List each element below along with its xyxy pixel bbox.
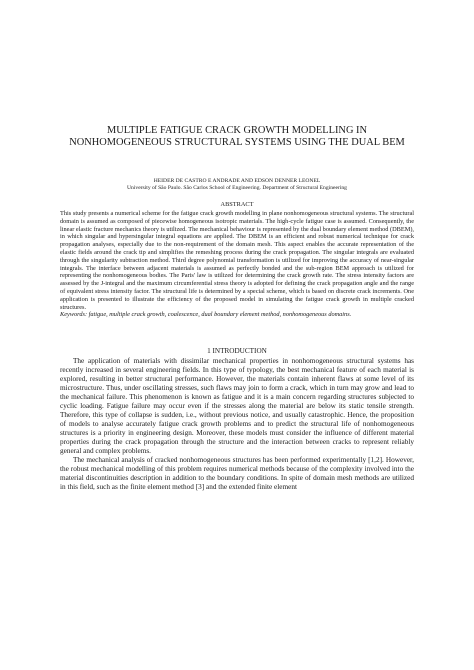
body-paragraph: The mechanical analysis of cracked nonhomogeneous structures has been performed experimentally [1,2]. However, the robust mechanical modelling of this problem requires numerical methods because of the complexity involved into the material discontinuities description in addition to the boundary conditions. In spite of domain mesh methods are utilized in this field, such as the finite element method [3] and the extended finite element <box>60 456 414 491</box>
introduction-body <box>60 357 414 492</box>
paper-title: MULTIPLE FATIGUE CRACK GROWTH MODELLING IN NONHOMOGENEOUS STRUCTURAL SYSTEMS USING THE DUAL BEM <box>69 125 405 148</box>
abstract <box>60 210 414 319</box>
section-heading-introduction: 1 INTRODUCTION <box>207 347 267 355</box>
abstract-heading: ABSTRACT <box>220 201 254 208</box>
affiliation: University of São Paulo. São Carlos School of Engineering. Department of Structural Engineering <box>127 184 347 191</box>
abstract-text: This study presents a numerical scheme for the fatigue crack growth modelling in plane nonhomogeneous structural systems. The structural domain is assumed as composed of piecewise homogeneous isotropic materials. The high-cycle fatigue case is assumed. Consequently, the linear elastic fracture mechanics theory is utilized. The mechanical behaviour is represented by the dual boundary element method (DBEM), in which singular and hypersingular integral equations are applied. The DBEM is an efficient and robust numerical technique for crack propagation analyses, especially due to the non-requirement of the domain mesh. This aspect enables the accurate representation of the elastic fields around the crack tip and simplifies the remeshing process during the crack propagation. The singular integrals are evaluated through the singularity subtraction method. Third degree polynomial transformation is utilized for improving the accuracy of near-singular integrals. The interface between adjacent materials is assumed as perfectly bonded and the sub-region BEM approach is utilized for representing the nonhomogeneous bodies. The Paris' law is utilized for determining the crack growth rate. The stress intensity factors are assessed by the J-integral and the maximum circumferential stress theory is adopted for defining the crack propagation angle and the range of equivalent stress intensity factor. The structural life is determined by a special scheme, which is based on discrete crack increments. One application is presented to illustrate the efficiency of the proposed model in simulating the fatigue crack growth in multiple cracked structures. <box>60 210 414 311</box>
authors: HEIDER DE CASTRO E ANDRADE AND EDSON DENNER LEONEL <box>153 178 321 184</box>
body-paragraph: The application of materials with dissimilar mechanical properties in nonhomogeneous structural systems has recently increased in several engineering fields. In this type of typology, the best mechanical feature of each material is explored, resulting in better structural performance. However, the materials contain inherent flaws at some level of its microstructure. Thus, under oscillating stresses, such flaws may join to form a crack, which in turn may grow and lead to the mechanical failure. This phenomenon is known as fatigue and it is a main concern regarding structures subjected to cyclic loading. Fatigue failure may occur even if the stresses along the material are below its static tensile strength. Therefore, this type of collapse is sudden, i.e., without previous notice, and usually catastrophic. Hence, the proposition of models to analyse accurately fatigue crack growth problems and to predict the structural life of nonhomogeneous structures is a priority in engineering design. Moreover, these models must consider the influence of different material properties during the crack propagation through the structure and the interaction between cracks to represent reliably general and complex problems. <box>60 357 414 455</box>
author-block <box>60 178 414 192</box>
keywords: Keywords: fatigue, multiple crack growth, coalescence, dual boundary element method, nonhomogeneous domains. <box>60 311 352 319</box>
